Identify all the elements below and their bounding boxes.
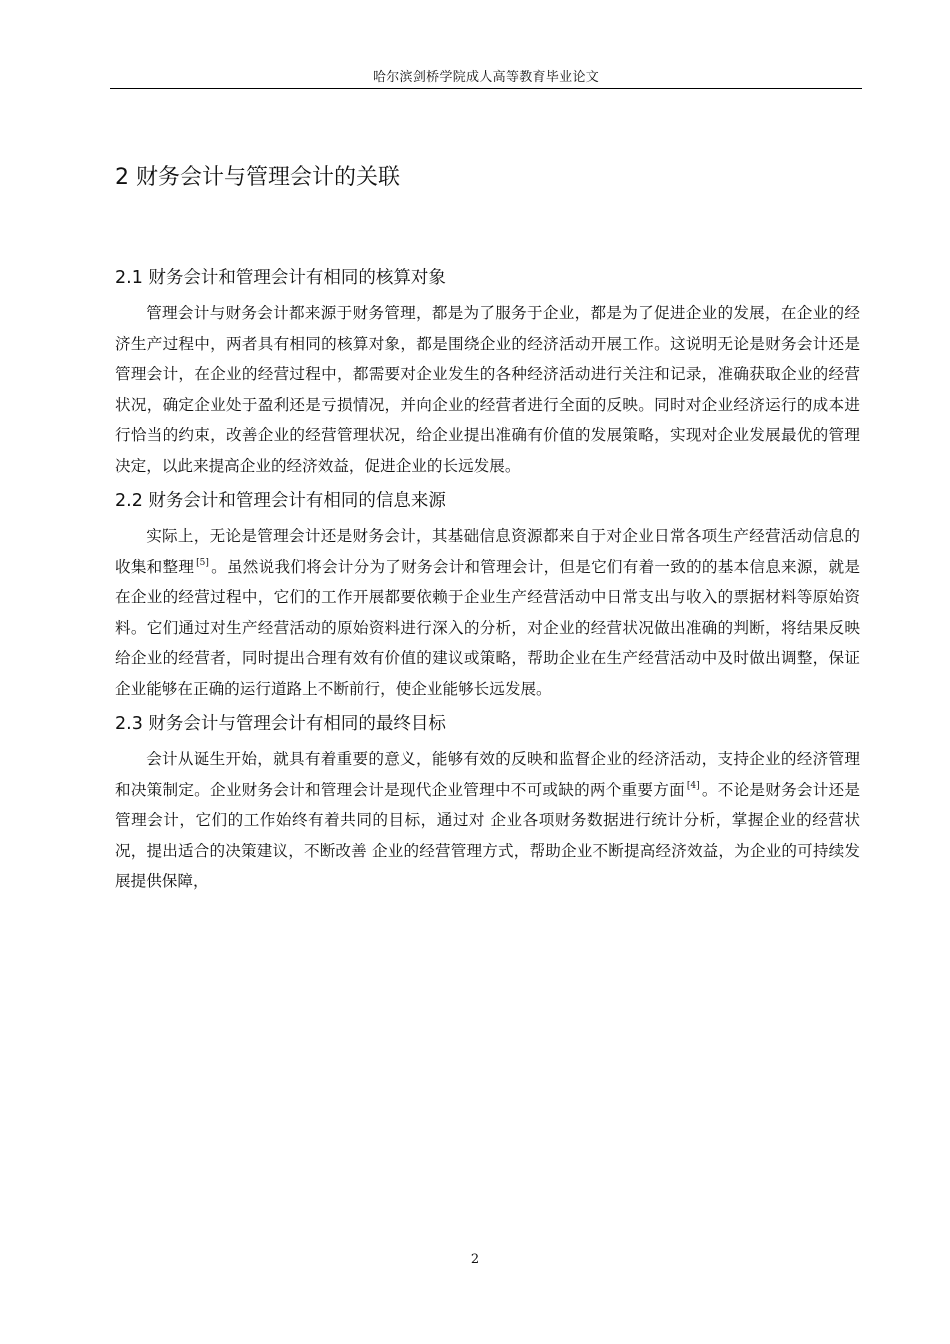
section-title-2-2: 2.2 财务会计和管理会计有相同的信息来源 <box>115 491 446 511</box>
paragraph-text: 。虽然说我们将会计分为了财务会计和管理会计，但是它们有着一致的的基本信息来源，就是在企业的经营过程中，它们的工作开展都要依赖于企业生产经营活动中日常支出与收入的票据材料等原始资料。它们通过对生产经营活动的原始资料进行深入的分析，对企业的经营状况做出准确的判断，将结果反映给企业的经营者，同时提出合理有效有价值的建议或策略，帮助企业在生产经营活动中及时做出调整，保证企业能够在正确的运行道路上不断前行，使企业能够长远发展。 <box>115 557 860 698</box>
document-body <box>115 158 860 897</box>
section-2-2-paragraph <box>115 521 860 704</box>
paragraph-text: 实际上，无论是管理会计还是财务会计，其基础信息资源都来自于对企业日常各项生产经营活动信息的收集和整理 <box>115 527 860 576</box>
page-header: 哈尔滨剑桥学院成人高等教育毕业论文 <box>372 70 600 85</box>
citation: [5] <box>196 557 209 568</box>
chapter-title: 2 财务会计与管理会计的关联 <box>115 165 400 190</box>
section-2-1-paragraph: 管理会计与财务会计都来源于财务管理，都是为了服务于企业，都是为了促进企业的发展，在企业的经济生产过程中，两者具有相同的核算对象，都是围绕企业的经济活动开展工作。这说明无论是财务会计还是管理会计，在企业的经营过程中，都需要对企业发生的各种经济活动进行关注和记录，准确获取企业的经营状况，确定企业处于盈利还是亏损情况，并向企业的经营者进行全面的反映。同时对企业经济运行的成本进行恰当的约束，改善企业的经营管理状况，给企业提出准确有价值的发展策略，实现对企业发展最优的管理决定，以此来提高企业的经济效益，促进企业的长远发展。 <box>115 304 860 475</box>
section-title-2-3: 2.3 财务会计与管理会计有相同的最终目标 <box>115 714 446 734</box>
paragraph-text: 会计从诞生开始，就具有着重要的意义，能够有效的反映和监督企业的经济活动，支持企业的经济管理和决策制定。企业财务会计和管理会计是现代企业管理中不可或缺的两个重要方面 <box>115 750 860 799</box>
section-2-3-paragraph <box>115 744 860 897</box>
section-title-2-1: 2.1 财务会计和管理会计有相同的核算对象 <box>115 268 446 288</box>
paragraph-text: 。不论是财务会计还是管理会计，它们的工作始终有着共同的目标，通过对 企业各项财务数据进行统计分析，掌握企业的经营状况，提出适合的决策建议，不断改善 企业的经营管理方式，帮助企业不断提高经济效益，为企业的可持续发展提供保障， <box>115 780 860 890</box>
page-number: 2 <box>470 1252 480 1267</box>
header-divider <box>110 88 862 89</box>
citation: [4] <box>686 780 700 791</box>
